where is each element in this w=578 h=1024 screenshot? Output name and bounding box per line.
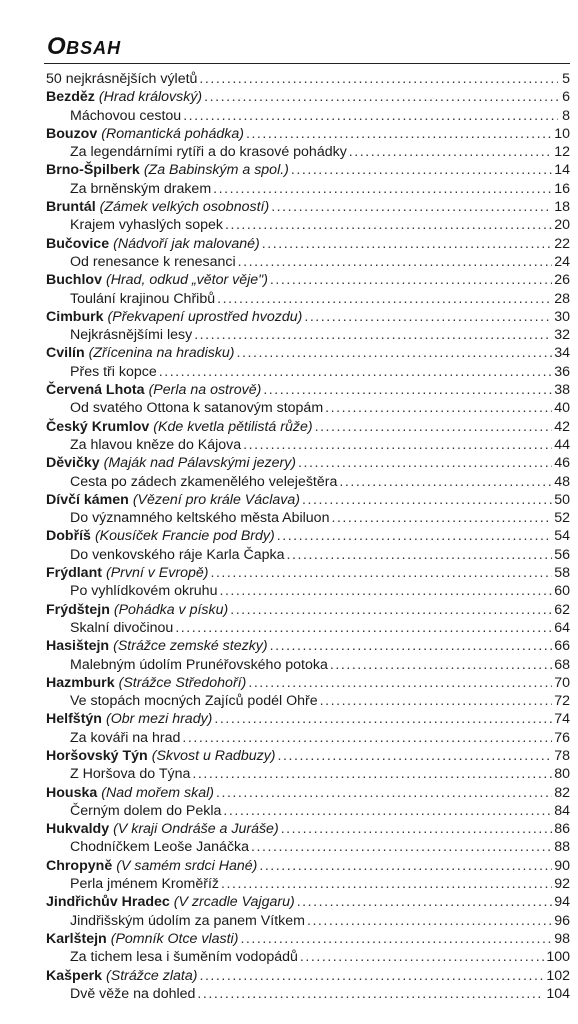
entry-name: Helfštýn [46,711,102,728]
entry-title: Za brněnským drakem [70,180,212,197]
entry-title: Skalní divočinou [70,619,174,636]
toc-entry-sub [46,656,570,674]
entry-subtitle: (Obr mezi hrady) [105,711,213,728]
entry-heading [46,418,313,436]
page-number: 46 [554,455,570,472]
toc-entry-sub [46,765,570,783]
entry-title: Máchovou cestou [70,107,182,124]
page-number: 36 [554,363,570,380]
toc-entry-sub [46,473,570,491]
entry-subtitle: (Strážce Středohoří) [118,674,247,691]
dot-leader [183,107,558,125]
dot-leader [213,180,552,198]
dot-leader [248,674,552,692]
entry-title: Po vyhlídkovém okruhu [70,583,218,600]
entry-title: Z Horšova do Týna [70,766,191,783]
entry-heading [46,88,202,106]
dot-leader [262,235,552,253]
page-number: 16 [554,180,570,197]
entry-title: Od renesance k renesanci [70,253,236,270]
toc-entry-sub [46,838,570,856]
page-number: 62 [554,601,570,618]
dot-leader [216,784,552,802]
entry-heading [46,198,269,216]
entry-subtitle: (Kde kvetla pětilistá růže) [153,418,313,435]
entry-name: Hasištejn [46,638,110,655]
dot-leader [277,527,552,545]
entry-subtitle: (Strážce zlata) [106,967,198,984]
entry-name: Český Krumlov [46,418,150,435]
entry-title: Nejkrásnějšími lesy [70,327,193,344]
toc-entry-sub [46,729,570,747]
page-title [47,32,121,63]
dot-leader [221,875,552,893]
page-number: 86 [554,821,570,838]
entry-name: Jindřichův Hradec [46,894,170,911]
entry-heading [46,381,261,399]
entry-subtitle: (Zámek velkých osobností) [99,199,270,216]
page-number: 68 [554,656,570,673]
toc-entry-sub [46,290,570,308]
toc-entry-sub [46,619,570,637]
entry-name: Cimburk [46,308,104,325]
page-number: 98 [554,930,570,947]
dot-leader [297,893,553,911]
page-number: 104 [546,985,570,1002]
toc-entry-main [46,710,570,728]
dot-leader [194,326,552,344]
dot-leader [307,912,552,930]
page-number: 102 [546,967,570,984]
page-number: 80 [554,766,570,783]
page-number: 60 [554,583,570,600]
entry-heading [46,893,295,911]
entry-title: Přes tři kopce [70,363,157,380]
entry-heading [46,271,268,289]
page-number: 64 [554,619,570,636]
page-number: 54 [554,528,570,545]
entry-subtitle: (První v Evropě) [105,565,209,582]
table-of-contents [46,70,570,1003]
toc-entry-sub [46,107,570,125]
entry-title: Za hlavou kněze do Kájova [70,436,242,453]
toc-entry-sub [46,582,570,600]
toc-entry-sub [46,216,570,234]
entry-title: Za kováři na hrad [70,729,181,746]
toc-entry-main [46,674,570,692]
dot-leader [278,747,553,765]
entry-name: Frýdlant [46,565,102,582]
dot-leader [263,381,552,399]
entry-name: Děvičky [46,455,100,472]
page-number: 30 [554,308,570,325]
toc-entry-main [46,564,570,582]
entry-name: Dívčí kámen [46,491,129,508]
title-initial: O [47,33,67,60]
toc-entry-sub [46,70,570,88]
toc-entry-sub [46,948,570,966]
toc-entry-sub [46,363,570,381]
page-number: 32 [554,327,570,344]
entry-name: Dobříš [46,528,91,545]
dot-leader [304,308,552,326]
entry-name: Karlštejn [46,930,107,947]
page-number: 22 [554,235,570,252]
page-number: 84 [554,802,570,819]
toc-entry-main [46,418,570,436]
toc-entry-main [46,125,570,143]
dot-leader [214,710,552,728]
entry-heading [46,820,279,838]
entry-subtitle: (Překvapení uprostřed hvozdu) [107,308,303,325]
page-number: 5 [562,71,570,87]
entry-subtitle: (Pomník Otce vlasti) [110,930,239,947]
dot-leader [199,70,558,88]
page-number: 40 [554,400,570,417]
entry-subtitle: (V samém srdci Hané) [116,857,258,874]
entry-title: Cesta po zádech zkamenělého veleještěra [70,473,338,490]
dot-leader [291,161,552,179]
page-number: 8 [562,107,570,124]
entry-title: Černým dolem do Pekla [70,802,222,819]
dot-leader [217,290,552,308]
entry-title: Za legendárními rytíři a do krasové pohádky [70,144,347,161]
page-number: 88 [554,839,570,856]
toc-entry-main [46,381,570,399]
entry-name: Bučovice [46,235,110,252]
toc-entry-sub [46,436,570,454]
entry-subtitle: (Za Babinským a spol.) [143,162,289,179]
dot-leader [199,967,544,985]
entry-subtitle: (V kraji Ondráše a Juráše) [113,821,279,838]
dot-leader [240,930,552,948]
entry-heading [46,601,228,619]
toc-entry-sub [46,180,570,198]
entry-heading [46,125,244,143]
entry-subtitle: (Romantická pohádka) [101,125,244,142]
page-number: 18 [554,199,570,216]
entry-subtitle: (Skvost u Radbuzy) [151,747,276,764]
dot-leader [270,637,553,655]
entry-name: Frýdštejn [46,601,110,618]
entry-subtitle: (Maják nad Pálavskými jezery) [103,455,297,472]
entry-name: Bezděz [46,89,95,106]
entry-name: Houska [46,784,98,801]
page-number: 48 [554,473,570,490]
toc-entry-sub [46,509,570,527]
dot-leader [230,601,552,619]
toc-entry-main [46,527,570,545]
toc-entry-sub [46,399,570,417]
page-number: 24 [554,253,570,270]
entry-name: Bouzov [46,125,98,142]
entry-heading [46,161,289,179]
page-number: 76 [554,729,570,746]
dot-leader [298,454,552,472]
toc-entry-main [46,784,570,802]
dot-leader [325,399,552,417]
entry-name: Horšovský Týn [46,747,148,764]
toc-entry-sub [46,692,570,710]
toc-entry-main [46,344,570,362]
toc-entry-main [46,967,570,985]
dot-leader [238,253,553,271]
dot-leader [210,564,552,582]
entry-subtitle: (Nádvoří jak malované) [113,235,260,252]
entry-heading [46,308,302,326]
dot-leader [315,418,553,436]
entry-name: Bruntál [46,199,96,216]
entry-name: Brno-Špilberk [46,162,140,179]
toc-entry-main [46,235,570,253]
title-rule [44,63,570,64]
page-number: 14 [554,162,570,179]
page-number: 78 [554,747,570,764]
dot-leader [223,802,552,820]
page-number: 44 [554,436,570,453]
page-number: 82 [554,784,570,801]
entry-title: Chodníčkem Leoše Janáčka [70,839,250,856]
toc-entry-main [46,491,570,509]
dot-leader [159,363,552,381]
page-number: 34 [554,345,570,362]
toc-entry-main [46,454,570,472]
entry-name: Chropyně [46,857,113,874]
dot-leader [175,619,552,637]
page-number: 56 [554,546,570,563]
toc-entry-main [46,308,570,326]
entry-title: 50 nejkrásnějších výletů [46,71,198,87]
toc-entry-main [46,930,570,948]
entry-title: Od svatého Ottona k satanovým stopám [70,400,324,417]
dot-leader [204,88,558,106]
entry-subtitle: (V zrcadle Vajgaru) [173,894,295,911]
dot-leader [182,729,552,747]
toc-entry-sub [46,875,570,893]
entry-title: Do venkovského ráje Karla Čapka [70,546,285,563]
entry-title: Do významného keltského města Abiluon [70,510,330,527]
page-number: 28 [554,290,570,307]
dot-leader [251,838,552,856]
dot-leader [243,436,552,454]
page-number: 38 [554,382,570,399]
toc-entry-main [46,747,570,765]
toc-entry-sub [46,546,570,564]
toc-entry-main [46,637,570,655]
entry-title: Malebným údolím Prunéřovského potoka [70,656,328,673]
entry-heading [46,564,208,582]
dot-leader [225,216,552,234]
page-number: 42 [554,418,570,435]
entry-subtitle: (Zřícenina na hradisku) [88,345,235,362]
entry-name: Buchlov [46,272,102,289]
entry-heading [46,454,296,472]
dot-leader [339,473,552,491]
entry-title: Krajem vyhaslých sopek [70,217,223,234]
dot-leader [281,820,553,838]
page-number: 92 [554,876,570,893]
entry-subtitle: (Perla na ostrově) [148,382,262,399]
toc-entry-sub [46,912,570,930]
dot-leader [330,656,552,674]
toc-entry-main [46,820,570,838]
page-number: 70 [554,674,570,691]
page-number: 20 [554,217,570,234]
entry-subtitle: (Hrad královský) [98,89,203,106]
entry-heading [46,857,257,875]
page-number: 10 [554,125,570,142]
title-rest: BSAH [66,38,122,58]
entry-name: Cvilín [46,345,85,362]
dot-leader [237,344,553,362]
entry-title: Dvě věže na dohled [70,985,196,1002]
dot-leader [271,198,552,216]
entry-subtitle: (Strážce zemské stezky) [113,638,268,655]
page-number: 94 [554,894,570,911]
entry-subtitle: (Vězení pro krále Václava) [132,491,300,508]
entry-title: Perla jménem Kroměříž [70,876,220,893]
entry-heading [46,344,235,362]
toc-entry-main [46,271,570,289]
toc-entry-sub [46,253,570,271]
dot-leader [192,765,552,783]
dot-leader [287,546,553,564]
page-number: 12 [554,144,570,161]
toc-entry-main [46,601,570,619]
page-number: 50 [554,491,570,508]
entry-title: Za tichem lesa i šuměním vodopádů [70,949,298,966]
entry-title: Jindřišským údolím za panem Vítkem [70,912,305,929]
entry-heading [46,527,275,545]
toc-entry-sub [46,985,570,1003]
entry-name: Hazmburk [46,674,115,691]
toc-entry-main [46,893,570,911]
entry-subtitle: (Pohádka v písku) [113,601,229,618]
page-number: 58 [554,565,570,582]
page-number: 52 [554,510,570,527]
entry-heading [46,710,212,728]
page-number: 66 [554,638,570,655]
entry-heading [46,637,268,655]
entry-heading [46,491,300,509]
dot-leader [219,582,552,600]
toc-entry-main [46,161,570,179]
toc-entry-sub [46,326,570,344]
entry-name: Červená Lhota [46,382,145,399]
entry-heading [46,235,260,253]
toc-entry-sub [46,802,570,820]
toc-entry-main [46,198,570,216]
entry-subtitle: (Hrad, odkud „větor věje") [105,272,268,289]
toc-entry-main [46,88,570,106]
entry-subtitle: (Kousíček Francie pod Brdy) [94,528,275,545]
entry-subtitle: (Nad mořem skal) [101,784,214,801]
page-number: 100 [546,949,570,966]
dot-leader [300,948,544,966]
entry-heading [46,967,197,985]
entry-name: Hukvaldy [46,821,110,838]
entry-heading [46,747,276,765]
dot-leader [197,985,544,1003]
entry-heading [46,784,214,802]
dot-leader [246,125,552,143]
toc-entry-main [46,857,570,875]
page-number: 72 [554,693,570,710]
entry-name: Kašperk [46,967,102,984]
page-number: 74 [554,711,570,728]
entry-heading [46,674,246,692]
dot-leader [270,271,552,289]
page-number: 96 [554,912,570,929]
dot-leader [302,491,552,509]
page-number: 90 [554,857,570,874]
toc-entry-sub [46,143,570,161]
entry-title: Toulání krajinou Chřibů [70,290,216,307]
entry-title: Ve stopách mocných Zajíců podél Ohře [70,693,318,710]
entry-heading [46,930,238,948]
dot-leader [349,143,552,161]
dot-leader [320,692,553,710]
page-number: 6 [562,89,570,106]
dot-leader [331,509,552,527]
dot-leader [259,857,552,875]
page-number: 26 [554,272,570,289]
